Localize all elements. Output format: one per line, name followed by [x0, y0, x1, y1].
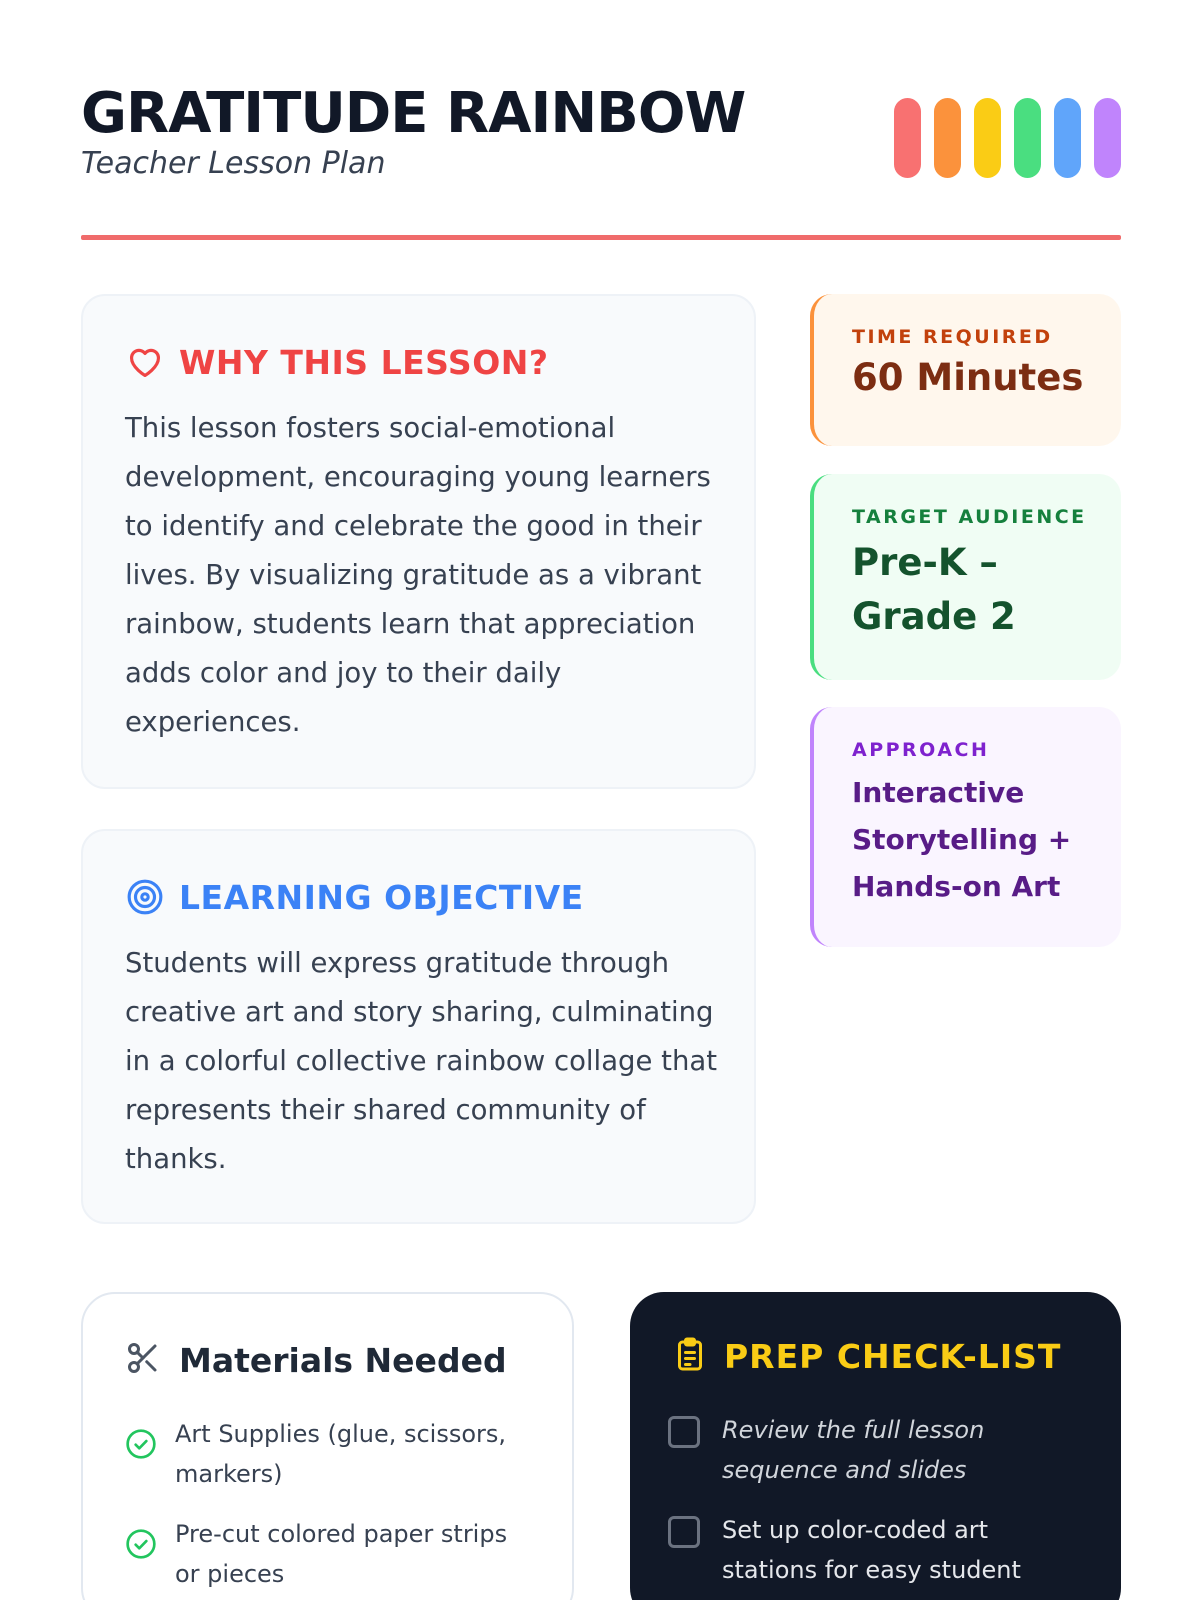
clipboard-icon	[672, 1336, 708, 1377]
page-subtitle: Teacher Lesson Plan	[81, 146, 386, 181]
target-audience-card	[810, 474, 1121, 680]
target-icon	[125, 877, 165, 917]
audience-value: Pre-K – Grade 2	[852, 541, 1016, 638]
rainbow-bar-green	[1014, 98, 1041, 178]
page-title: GRATITUDE RAINBOW	[81, 81, 746, 146]
rainbow-bar-orange	[934, 98, 961, 178]
list-item	[668, 1510, 1088, 1590]
rainbow-bar-blue	[1054, 98, 1081, 178]
page-header	[81, 81, 1121, 244]
materials-list	[125, 1414, 535, 1600]
time-required-card	[810, 294, 1121, 446]
why-this-lesson-card	[81, 294, 756, 789]
check-circle-icon	[125, 1428, 157, 1460]
rainbow-bar-purple	[1094, 98, 1121, 178]
list-item	[125, 1514, 535, 1594]
learning-objective-card	[81, 829, 756, 1224]
prep-list	[668, 1410, 1088, 1600]
approach-card	[810, 707, 1121, 947]
list-item	[125, 1414, 535, 1494]
audience-label: TARGET AUDIENCE	[852, 506, 1087, 528]
list-item	[668, 1410, 1088, 1490]
prep-text: Review the full lesson sequence and slides	[722, 1416, 985, 1484]
material-text: Pre-cut colored paper strips or pieces	[175, 1520, 508, 1588]
prep-text: Set up color-coded art stations for easy student	[722, 1516, 1021, 1584]
approach-value: Interactive Storytelling + Hands-on Art	[852, 776, 1072, 903]
rainbow-bars	[894, 98, 1121, 178]
time-value: 60 Minutes	[852, 356, 1084, 399]
rainbow-bar-yellow	[974, 98, 1001, 178]
checkbox[interactable]	[668, 1516, 700, 1548]
materials-card	[81, 1292, 574, 1600]
header-divider	[81, 235, 1121, 240]
approach-label: APPROACH	[852, 739, 990, 761]
prep-checklist-card	[630, 1292, 1121, 1600]
objective-title: LEARNING OBJECTIVE	[179, 877, 584, 917]
check-circle-icon	[125, 1528, 157, 1560]
scissors-icon	[125, 1340, 161, 1381]
material-text: Art Supplies (glue, scissors, markers)	[175, 1420, 507, 1488]
rainbow-bar-red	[894, 98, 921, 178]
objective-body: Students will express gratitude through creative art and story sharing, culminating in a colorful collective rainbow collage that represents their shared community of thanks.	[125, 947, 718, 1175]
heart-icon	[125, 342, 165, 382]
checkbox[interactable]	[668, 1416, 700, 1448]
why-body: This lesson fosters social-emotional development, encouraging young learners to identify and celebrate the good in their lives. By visualizing gratitude as a vibrant rainbow, students learn that appreciation adds color and joy to their daily experiences.	[125, 412, 711, 738]
materials-title: Materials Needed	[179, 1341, 507, 1380]
prep-title: PREP CHECK-LIST	[724, 1337, 1062, 1376]
why-title: WHY THIS LESSON?	[179, 342, 549, 382]
time-label: TIME REQUIRED	[852, 326, 1053, 348]
